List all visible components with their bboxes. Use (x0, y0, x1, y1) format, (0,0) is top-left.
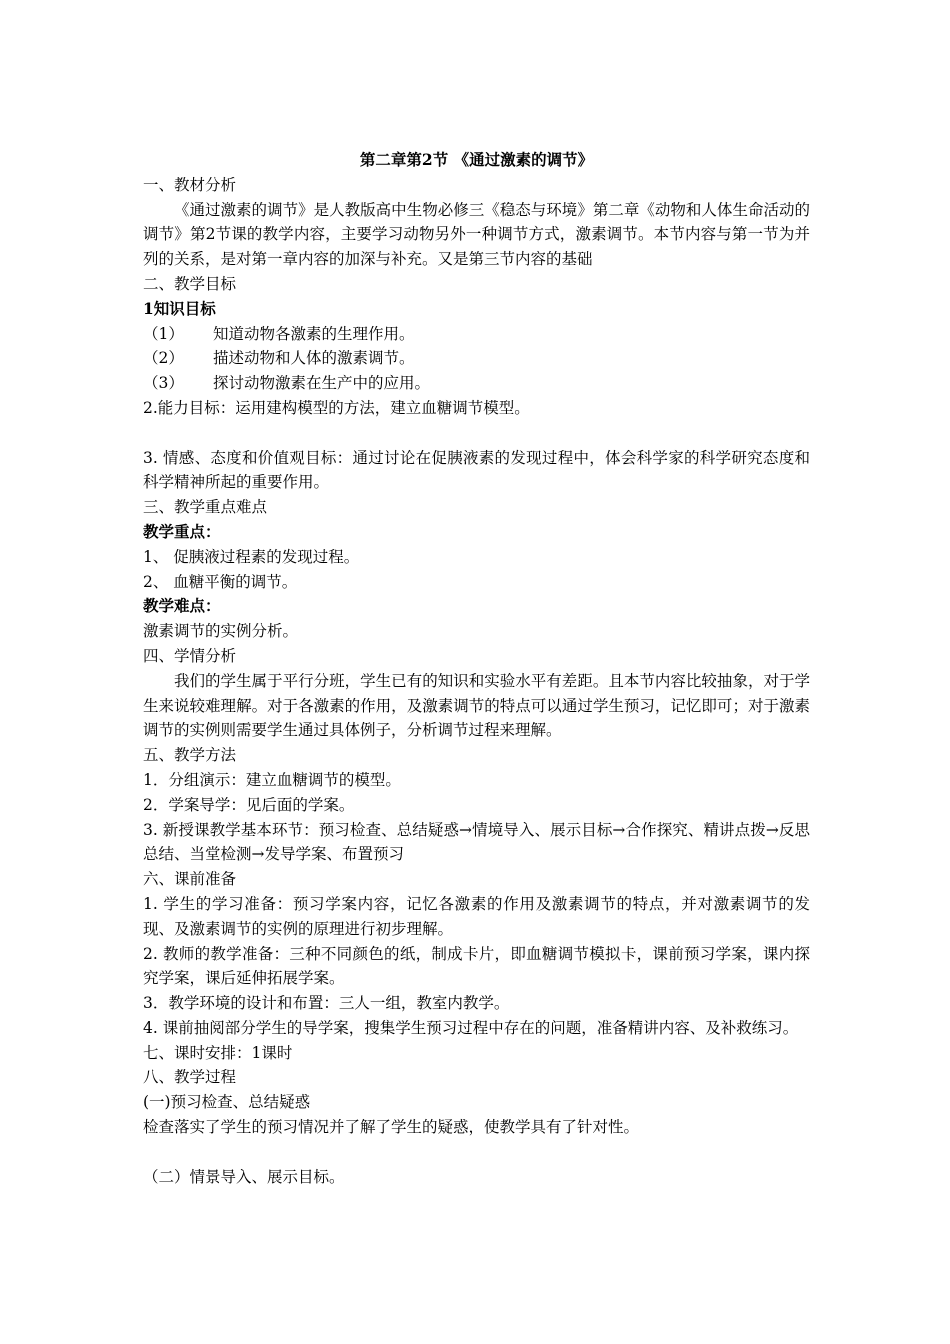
process-step-text: 检查落实了学生的预习情况并了解了学生的疑惑，使教学具有了针对性。 (143, 1118, 640, 1137)
key-point-item: 1、 促胰液过程素的发现过程。 (143, 547, 360, 566)
section-heading-class-hours: 七、课时安排：1课时 (143, 1043, 293, 1062)
student-analysis-paragraph: 我们的学生属于平行分班，学生已有的知识和实验水平有差距。且本节内容比较抽象，对于学生来说较难理解。对于各激素的作用，及激素调节的特点可以通过学生预习，记忆即可；对于激素调节的实例则需要学生通过具体例子，分析调节过程来理解。 (143, 671, 810, 740)
section-heading-key-points: 三、教学重点难点 (143, 498, 268, 517)
preparation-item: 3．教学环境的设计和布置：三人一组，教室内教学。 (143, 994, 510, 1013)
difficulty-heading: 教学难点： (143, 596, 221, 616)
method-item: 1．分组演示：建立血糖调节的模型。 (143, 770, 401, 789)
section-heading-textbook-analysis: 一、教材分析 (143, 175, 237, 194)
key-point-item: 2、 血糖平衡的调节。 (143, 572, 298, 591)
section-heading-student-analysis: 四、学情分析 (143, 646, 237, 665)
knowledge-goal-item (143, 371, 810, 396)
item-text: 探讨动物激素在生产中的应用。 (213, 374, 431, 393)
blank-line (143, 421, 810, 446)
item-number: （1） (143, 324, 184, 343)
item-text: 知道动物各激素的生理作用。 (213, 324, 415, 343)
section-heading-teaching-goals: 二、教学目标 (143, 274, 237, 293)
section-heading-teaching-process: 八、教学过程 (143, 1068, 237, 1087)
blank-line (143, 1140, 810, 1165)
key-points-heading: 教学重点： (143, 521, 221, 541)
difficulty-text: 激素调节的实例分析。 (143, 622, 299, 641)
knowledge-goal-item (143, 346, 810, 371)
method-item: 3. 新授课教学基本环节：预习检查、总结疑惑→情境导入、展示目标→合作探究、精讲点拨→反思总结、当堂检测→发导学案、布置预习 (143, 820, 810, 864)
method-item: 2．学案导学：见后面的学案。 (143, 795, 355, 814)
textbook-analysis-paragraph: 《通过激素的调节》是人教版高中生物必修三《稳态与环境》第二章《动物和人体生命活动的调节》第2节课的教学内容，主要学习动物另外一种调节方式，激素调节。本节内容与第一节为并列的关系，是对第一章内容的加深与补充。又是第三节内容的基础 (143, 200, 810, 269)
knowledge-goal-heading: 1知识目标 (143, 298, 216, 318)
process-step-heading: (一)预习检查、总结疑惑 (143, 1093, 311, 1112)
preparation-item: 1. 学生的学习准备：预习学案内容，记忆各激素的作用及激素调节的特点，并对激素调节的发现、及激素调节的实例的原理进行初步理解。 (143, 894, 810, 938)
document-title: 第二章第2节 《通过激素的调节》 (359, 150, 594, 169)
item-number: （3） (143, 374, 184, 393)
section-heading-preparation: 六、课前准备 (143, 870, 237, 889)
section-heading-teaching-methods: 五、教学方法 (143, 746, 237, 765)
document-body (143, 148, 810, 1189)
preparation-item: 2. 教师的教学准备：三种不同颜色的纸，制成卡片，即血糖调节模拟卡，课前预习学案，课内探究学案，课后延伸拓展学案。 (143, 944, 810, 988)
item-number: （2） (143, 349, 184, 368)
emotion-goal: 3. 情感、态度和价值观目标：通过讨论在促胰液素的发现过程中，体会科学家的科学研究态度和科学精神所起的重要作用。 (143, 448, 810, 492)
knowledge-goal-item (143, 322, 810, 347)
ability-goal: 2.能力目标：运用建构模型的方法，建立血糖调节模型。 (143, 398, 530, 417)
process-step-heading: （二）情景导入、展示目标。 (143, 1167, 345, 1186)
preparation-item: 4. 课前抽阅部分学生的导学案，搜集学生预习过程中存在的问题，准备精讲内容、及补救练习。 (143, 1018, 799, 1037)
item-text: 描述动物和人体的激素调节。 (213, 349, 415, 368)
